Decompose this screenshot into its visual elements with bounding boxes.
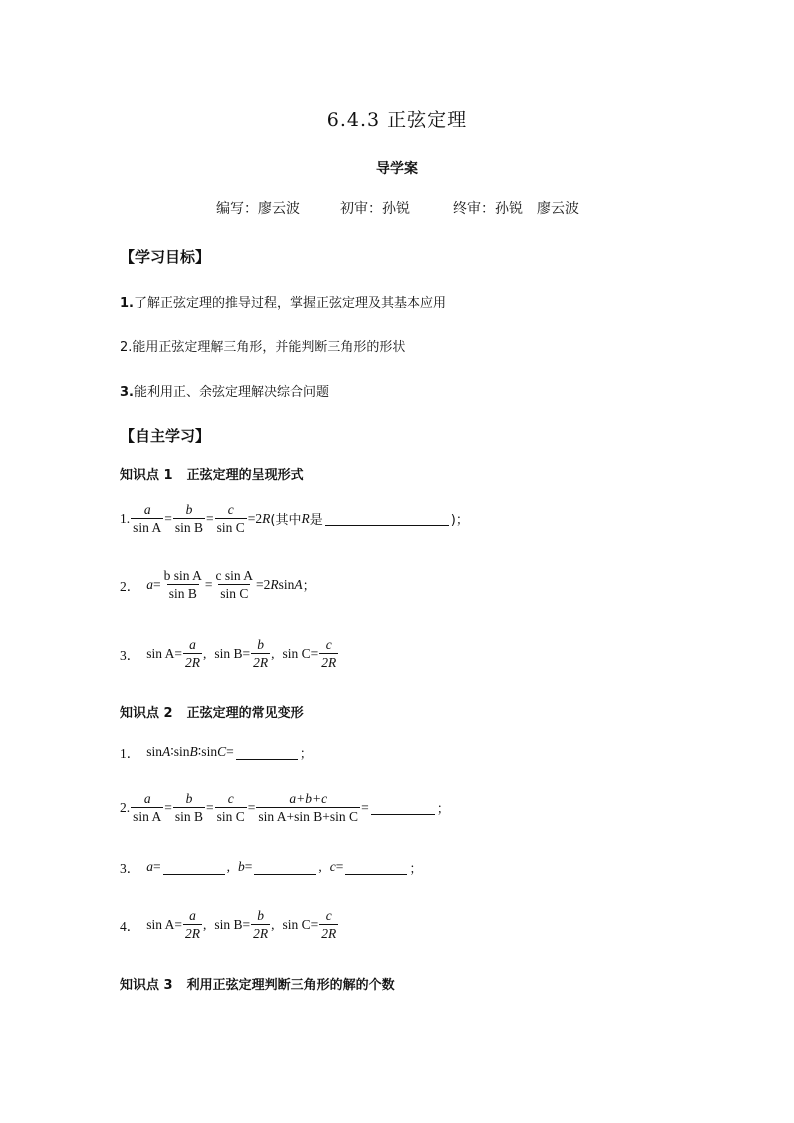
- numerator: c: [227, 791, 234, 806]
- kp3-label: 知识点 3: [120, 978, 173, 993]
- kp2-line4-number: 4．: [120, 918, 141, 934]
- equals-sign: =: [204, 576, 213, 592]
- kp1-line1-number: 1.: [120, 510, 131, 526]
- equals-sign: =: [174, 916, 183, 932]
- numerator: a: [189, 908, 196, 923]
- denominator: 2R: [253, 926, 269, 941]
- equals-sign: =: [335, 859, 344, 874]
- goal-2: [120, 336, 405, 355]
- kp2-line2-number: 2.: [120, 799, 131, 815]
- kp1-title: 正弦定理的呈现形式: [186, 468, 304, 483]
- kp2-title: 正弦定理的常见变形: [186, 706, 304, 721]
- page-subtitle: 导学案: [376, 161, 418, 177]
- fraction: [131, 501, 163, 536]
- numerator: a: [189, 637, 196, 652]
- denominator: sin B: [168, 586, 197, 601]
- goal-1: [120, 292, 446, 311]
- kp1-formula-1: [120, 501, 469, 536]
- equals-sign: =: [226, 744, 234, 759]
- comma: ,: [203, 916, 207, 932]
- var-R: R: [262, 510, 271, 526]
- fraction: [256, 790, 360, 825]
- ratio-text: ∶sin: [197, 744, 218, 759]
- goal-3-text: 能利用正、余弦定理解决综合问题: [133, 385, 329, 400]
- fill-blank-a[interactable]: [163, 860, 225, 875]
- fraction: [251, 636, 270, 671]
- fraction: [251, 907, 270, 942]
- var-a: a: [146, 859, 153, 874]
- knowledge-point-1-heading: [120, 464, 304, 483]
- kp1-formula-3: [120, 636, 339, 671]
- equals-two: =2: [256, 576, 271, 592]
- sin-c-label: sin C: [282, 645, 311, 661]
- numerator: a: [143, 502, 151, 517]
- goal-1-number: 1.: [120, 296, 134, 311]
- sin-a-label: sin A: [146, 645, 175, 661]
- var-a: a: [146, 576, 153, 592]
- fraction: [183, 907, 202, 942]
- equals-sign: =: [174, 645, 183, 661]
- is-text: 是: [309, 513, 323, 528]
- var-B: B: [189, 744, 198, 759]
- var-R: R: [270, 576, 279, 592]
- sin-text: sin: [146, 744, 163, 759]
- fraction: [319, 636, 338, 671]
- kp2-formula-3: [120, 857, 422, 877]
- kp1-label: 知识点 1: [120, 468, 173, 483]
- fraction: [173, 790, 205, 825]
- comma: ,: [203, 645, 207, 661]
- equals-sign: =: [244, 859, 253, 874]
- goal-2-number: 2.: [120, 340, 133, 355]
- fraction: [215, 501, 247, 536]
- kp1-formula-2: [120, 567, 316, 602]
- numerator: c: [325, 637, 332, 652]
- goal-3: [120, 381, 329, 400]
- denominator: sin C: [216, 809, 245, 824]
- denominator: sin C: [220, 586, 249, 601]
- var-A: A: [294, 576, 303, 592]
- kp2-formula-4: [120, 907, 339, 942]
- equals-sign: =: [310, 916, 319, 932]
- numerator: b: [257, 908, 265, 923]
- equals-sign: =: [242, 645, 251, 661]
- denominator: sin A: [133, 520, 162, 535]
- numerator: a+b+c: [289, 791, 328, 806]
- equals-sign: =: [242, 916, 251, 932]
- fill-blank[interactable]: [325, 511, 449, 526]
- denominator: 2R: [253, 655, 269, 670]
- numerator: c sin A: [215, 568, 254, 583]
- fill-blank[interactable]: [236, 745, 298, 760]
- denominator: sin A+sin B+sin C: [258, 809, 359, 824]
- comma: ,: [318, 859, 322, 874]
- fraction: [173, 501, 205, 536]
- fraction: [215, 790, 247, 825]
- equals-sign: =: [153, 576, 161, 592]
- denominator: 2R: [185, 926, 201, 941]
- knowledge-point-3-heading: [120, 974, 395, 993]
- var-C: C: [217, 744, 227, 759]
- line-end: ；: [299, 746, 313, 762]
- fraction: [183, 636, 202, 671]
- sin-c-label: sin C: [282, 916, 311, 932]
- numerator: b: [185, 791, 193, 806]
- author-final-review: 终审：孙锐 廖云波: [453, 201, 579, 217]
- goal-1-text: 了解正弦定理的推导过程，掌握正弦定理及其基本应用: [133, 296, 446, 311]
- sin-a-label: sin A: [146, 916, 175, 932]
- equals-sign: =: [247, 799, 256, 815]
- kp2-line1-number: 1．: [120, 746, 141, 761]
- paren-text: (其中: [270, 513, 302, 528]
- kp2-line3-number: 3．: [120, 861, 141, 876]
- author-writer: 编写：廖云波: [216, 201, 300, 217]
- page-title: 6.4.3 正弦定理: [326, 109, 468, 131]
- equals-sign: =: [164, 510, 172, 526]
- kp1-line3-number: 3．: [120, 647, 141, 663]
- kp2-formula-2: [120, 790, 450, 825]
- knowledge-point-2-heading: [120, 702, 304, 721]
- ratio-text: ∶sin: [170, 744, 190, 759]
- goals-heading: 【学习目标】: [120, 248, 211, 266]
- fill-blank-b[interactable]: [254, 860, 316, 875]
- fraction: [131, 790, 163, 825]
- fraction: [319, 907, 338, 942]
- denominator: sin A: [133, 809, 162, 824]
- numerator: c: [325, 908, 332, 923]
- fraction: [162, 567, 204, 602]
- line-end: )；: [450, 513, 469, 528]
- line-end: ；: [409, 861, 423, 877]
- denominator: 2R: [185, 655, 201, 670]
- equals-two: =2: [247, 510, 263, 526]
- kp2-label: 知识点 2: [120, 706, 173, 721]
- denominator: 2R: [321, 655, 337, 670]
- fraction: [214, 567, 256, 602]
- kp1-line2-number: 2．: [120, 578, 141, 594]
- var-c: c: [329, 859, 336, 874]
- var-b: b: [238, 859, 245, 874]
- goal-3-number: 3.: [120, 385, 134, 400]
- denominator: sin B: [174, 809, 204, 824]
- var-R: R: [301, 510, 310, 526]
- numerator: a: [143, 791, 151, 806]
- sin-text: sin: [278, 576, 295, 592]
- author-first-review: 初审：孙锐: [340, 201, 410, 217]
- goal-2-text: 能用正弦定理解三角形，并能判断三角形的形状: [132, 340, 406, 355]
- var-A: A: [162, 744, 171, 759]
- numerator: c: [227, 502, 234, 517]
- numerator: b sin A: [163, 568, 202, 583]
- equals-sign: =: [310, 645, 319, 661]
- denominator: 2R: [321, 926, 337, 941]
- fill-blank-c[interactable]: [345, 860, 407, 875]
- comma: ,: [271, 645, 275, 661]
- denominator: sin B: [174, 520, 204, 535]
- equals-sign: =: [153, 859, 161, 874]
- line-end: ；: [302, 579, 316, 594]
- comma: ,: [226, 859, 230, 874]
- equals-sign: =: [164, 799, 172, 815]
- comma: ,: [271, 916, 275, 932]
- kp2-formula-1: [120, 742, 313, 762]
- equals-sign: =: [206, 799, 214, 815]
- equals-sign: =: [206, 510, 214, 526]
- line-end: ；: [436, 802, 450, 817]
- sin-b-label: sin B: [214, 645, 243, 661]
- self-study-heading: 【自主学习】: [120, 427, 211, 445]
- sin-b-label: sin B: [214, 916, 243, 932]
- denominator: sin C: [216, 520, 245, 535]
- fill-blank[interactable]: [371, 800, 435, 815]
- numerator: b: [257, 637, 265, 652]
- numerator: b: [185, 502, 193, 517]
- equals-sign: =: [361, 799, 369, 815]
- kp3-title: 利用正弦定理判断三角形的解的个数: [186, 978, 395, 993]
